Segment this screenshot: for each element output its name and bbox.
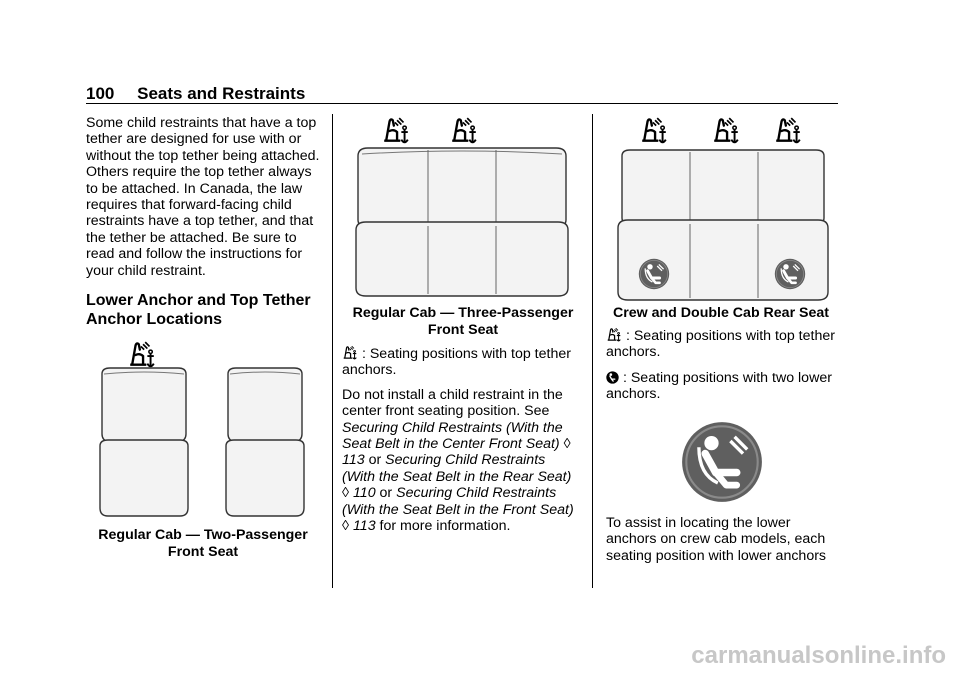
two-passenger-seat-figure	[86, 330, 326, 530]
caption-line-1: Regular Cab — Two-Passenger	[98, 527, 308, 543]
page-ref-1[interactable]: 113	[342, 452, 365, 469]
seat-right	[226, 368, 304, 516]
tether-legend-text: : Seating positions with top tether anchors.	[342, 346, 571, 379]
caption-line-2: Front Seat	[427, 322, 499, 338]
para-end-text: for more information.	[379, 518, 511, 535]
para-text: Do not install a child restraint in the center front seating position. See	[342, 386, 563, 420]
three-passenger-seat-figure	[348, 116, 578, 302]
caption-line-1: Regular Cab — Three-Passenger	[352, 305, 574, 321]
lower-legend	[606, 370, 838, 403]
page-reference-icon: ◊	[342, 518, 350, 535]
seat-left	[100, 368, 188, 516]
tether-legend-text: : Seating positions with top tether anchors.	[606, 328, 835, 361]
reference-link-2[interactable]: Securing Child Restraints (With the Seat Belt in the Rear Seat)	[342, 452, 572, 485]
section-title: Seats and Restraints	[137, 84, 306, 103]
center-seat-paragraph	[342, 387, 582, 535]
page-reference-icon: ◊	[342, 485, 350, 502]
section-heading: Lower Anchor and Top Tether Anchor Locations	[86, 292, 311, 329]
rear-seat-caption: Crew and Double Cab Rear Seat	[612, 305, 830, 321]
page-number: 100	[86, 84, 115, 103]
page-ref-3[interactable]: 113	[352, 518, 376, 535]
three-passenger-caption	[340, 305, 586, 339]
reference-link-3[interactable]: Securing Child Restraints (With the Seat Belt in the Front Seat)	[342, 485, 574, 518]
page-ref-2[interactable]: 110	[352, 485, 376, 502]
page-header	[86, 84, 305, 104]
reference-link-1[interactable]: Securing Child Restraints (With the Seat Belt in the Center Front Seat)	[342, 419, 563, 453]
column-1	[86, 115, 324, 329]
lower-anchor-paragraph: To assist in locating the lower anchors on crew cab models, each seating position with lower anchors	[606, 515, 827, 564]
intro-paragraph: Some child restraints that have a top tether are designed for use with or without the top tether being attached. Others require the top tether always to be attached. In Canada, the law requires that forward-facing child restraints have a top tether, and that the tether be attached. Be sure to read and follow the instructions for your child restraint.	[86, 115, 320, 279]
top-tether-anchor-icon-2	[714, 118, 738, 142]
watermark: carmanualsonline.info	[691, 642, 946, 669]
top-tether-anchor-icon	[342, 345, 358, 361]
lower-anchor-icon-right	[775, 259, 805, 289]
two-passenger-caption	[86, 527, 320, 561]
lower-legend-text: : Seating positions with two lower anchors.	[606, 369, 832, 403]
column-3-text	[606, 327, 838, 403]
lower-anchor-icon-large	[680, 420, 764, 504]
tether-legend	[606, 327, 838, 361]
caption-line-2: Front Seat	[167, 544, 239, 560]
tether-legend	[342, 345, 582, 379]
top-tether-anchor-icon-2	[452, 118, 476, 142]
column-divider-2	[592, 114, 593, 588]
column-3-para	[606, 515, 838, 564]
page-reference-icon: ◊	[563, 436, 571, 453]
top-tether-anchor-icon-1	[642, 118, 666, 142]
top-tether-anchor-icon	[130, 342, 154, 366]
lower-anchor-icon-left	[639, 259, 669, 289]
top-tether-anchor-icon	[606, 327, 622, 343]
column-2-text	[342, 345, 582, 534]
or-text: or	[379, 485, 393, 502]
top-tether-anchor-icon-1	[384, 118, 408, 142]
lower-anchor-icon	[606, 371, 619, 384]
column-divider-1	[332, 114, 333, 588]
or-text: or	[368, 452, 382, 469]
top-tether-anchor-icon-3	[776, 118, 800, 142]
rear-seat-figure	[612, 116, 834, 306]
header-rule	[86, 103, 838, 104]
